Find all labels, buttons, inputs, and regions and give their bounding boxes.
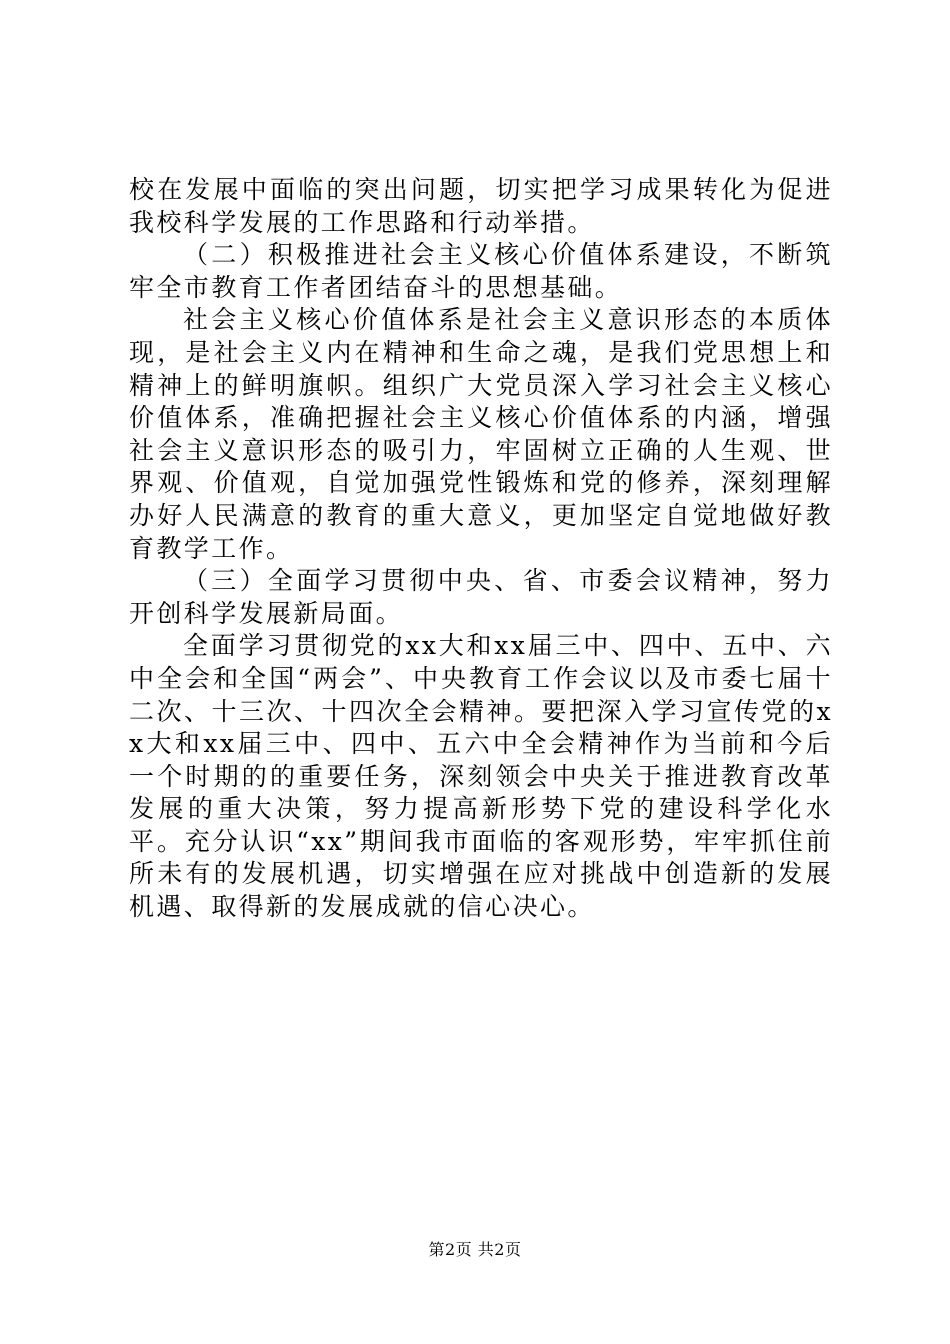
document-body xyxy=(129,174,833,924)
section-heading-3: （三）全面学习贯彻中央、省、市委会议精神，努力开创科学发展新局面。 xyxy=(129,566,833,628)
section-heading-2: （二）积极推进社会主义核心价值体系建设，不断筑牢全市教育工作者团结奋斗的思想基础。 xyxy=(129,240,833,302)
paragraph-study-spirit: 全面学习贯彻党的xx大和xx届三中、四中、五中、六中全会和全国“两会”、中央教育工作会议以及市委七届十二次、十三次、十四次全会精神。要把深入学习宣传党的xx大和xx届三中、四中、五六中全会精神作为当前和今后一个时期的的重要任务，深刻领会中央关于推进教育改革发展的重大决策，努力提高新形势下党的建设科学化水平。充分认识“xx”期间我市面临的客观形势，牢牢抓住前所未有的发展机遇，切实增强在应对挑战中创造新的发展机遇、取得新的发展成就的信心决心。 xyxy=(129,631,833,922)
paragraph-continuation: 校在发展中面临的突出问题，切实把学习成果转化为促进我校科学发展的工作思路和行动举措。 xyxy=(129,175,833,237)
page-number-footer: 第2页 共2页 xyxy=(428,1240,522,1259)
paragraph-core-values: 社会主义核心价值体系是社会主义意识形态的本质体现，是社会主义内在精神和生命之魂，是我们党思想上和精神上的鲜明旗帜。组织广大党员深入学习社会主义核心价值体系，准确把握社会主义核心价值体系的内涵，增强社会主义意识形态的吸引力，牢固树立正确的人生观、世界观、价值观，自觉加强党性锻炼和党的修养，深刻理解办好人民满意的教育的重大意义，更加坚定自觉地做好教育教学工作。 xyxy=(129,305,833,563)
